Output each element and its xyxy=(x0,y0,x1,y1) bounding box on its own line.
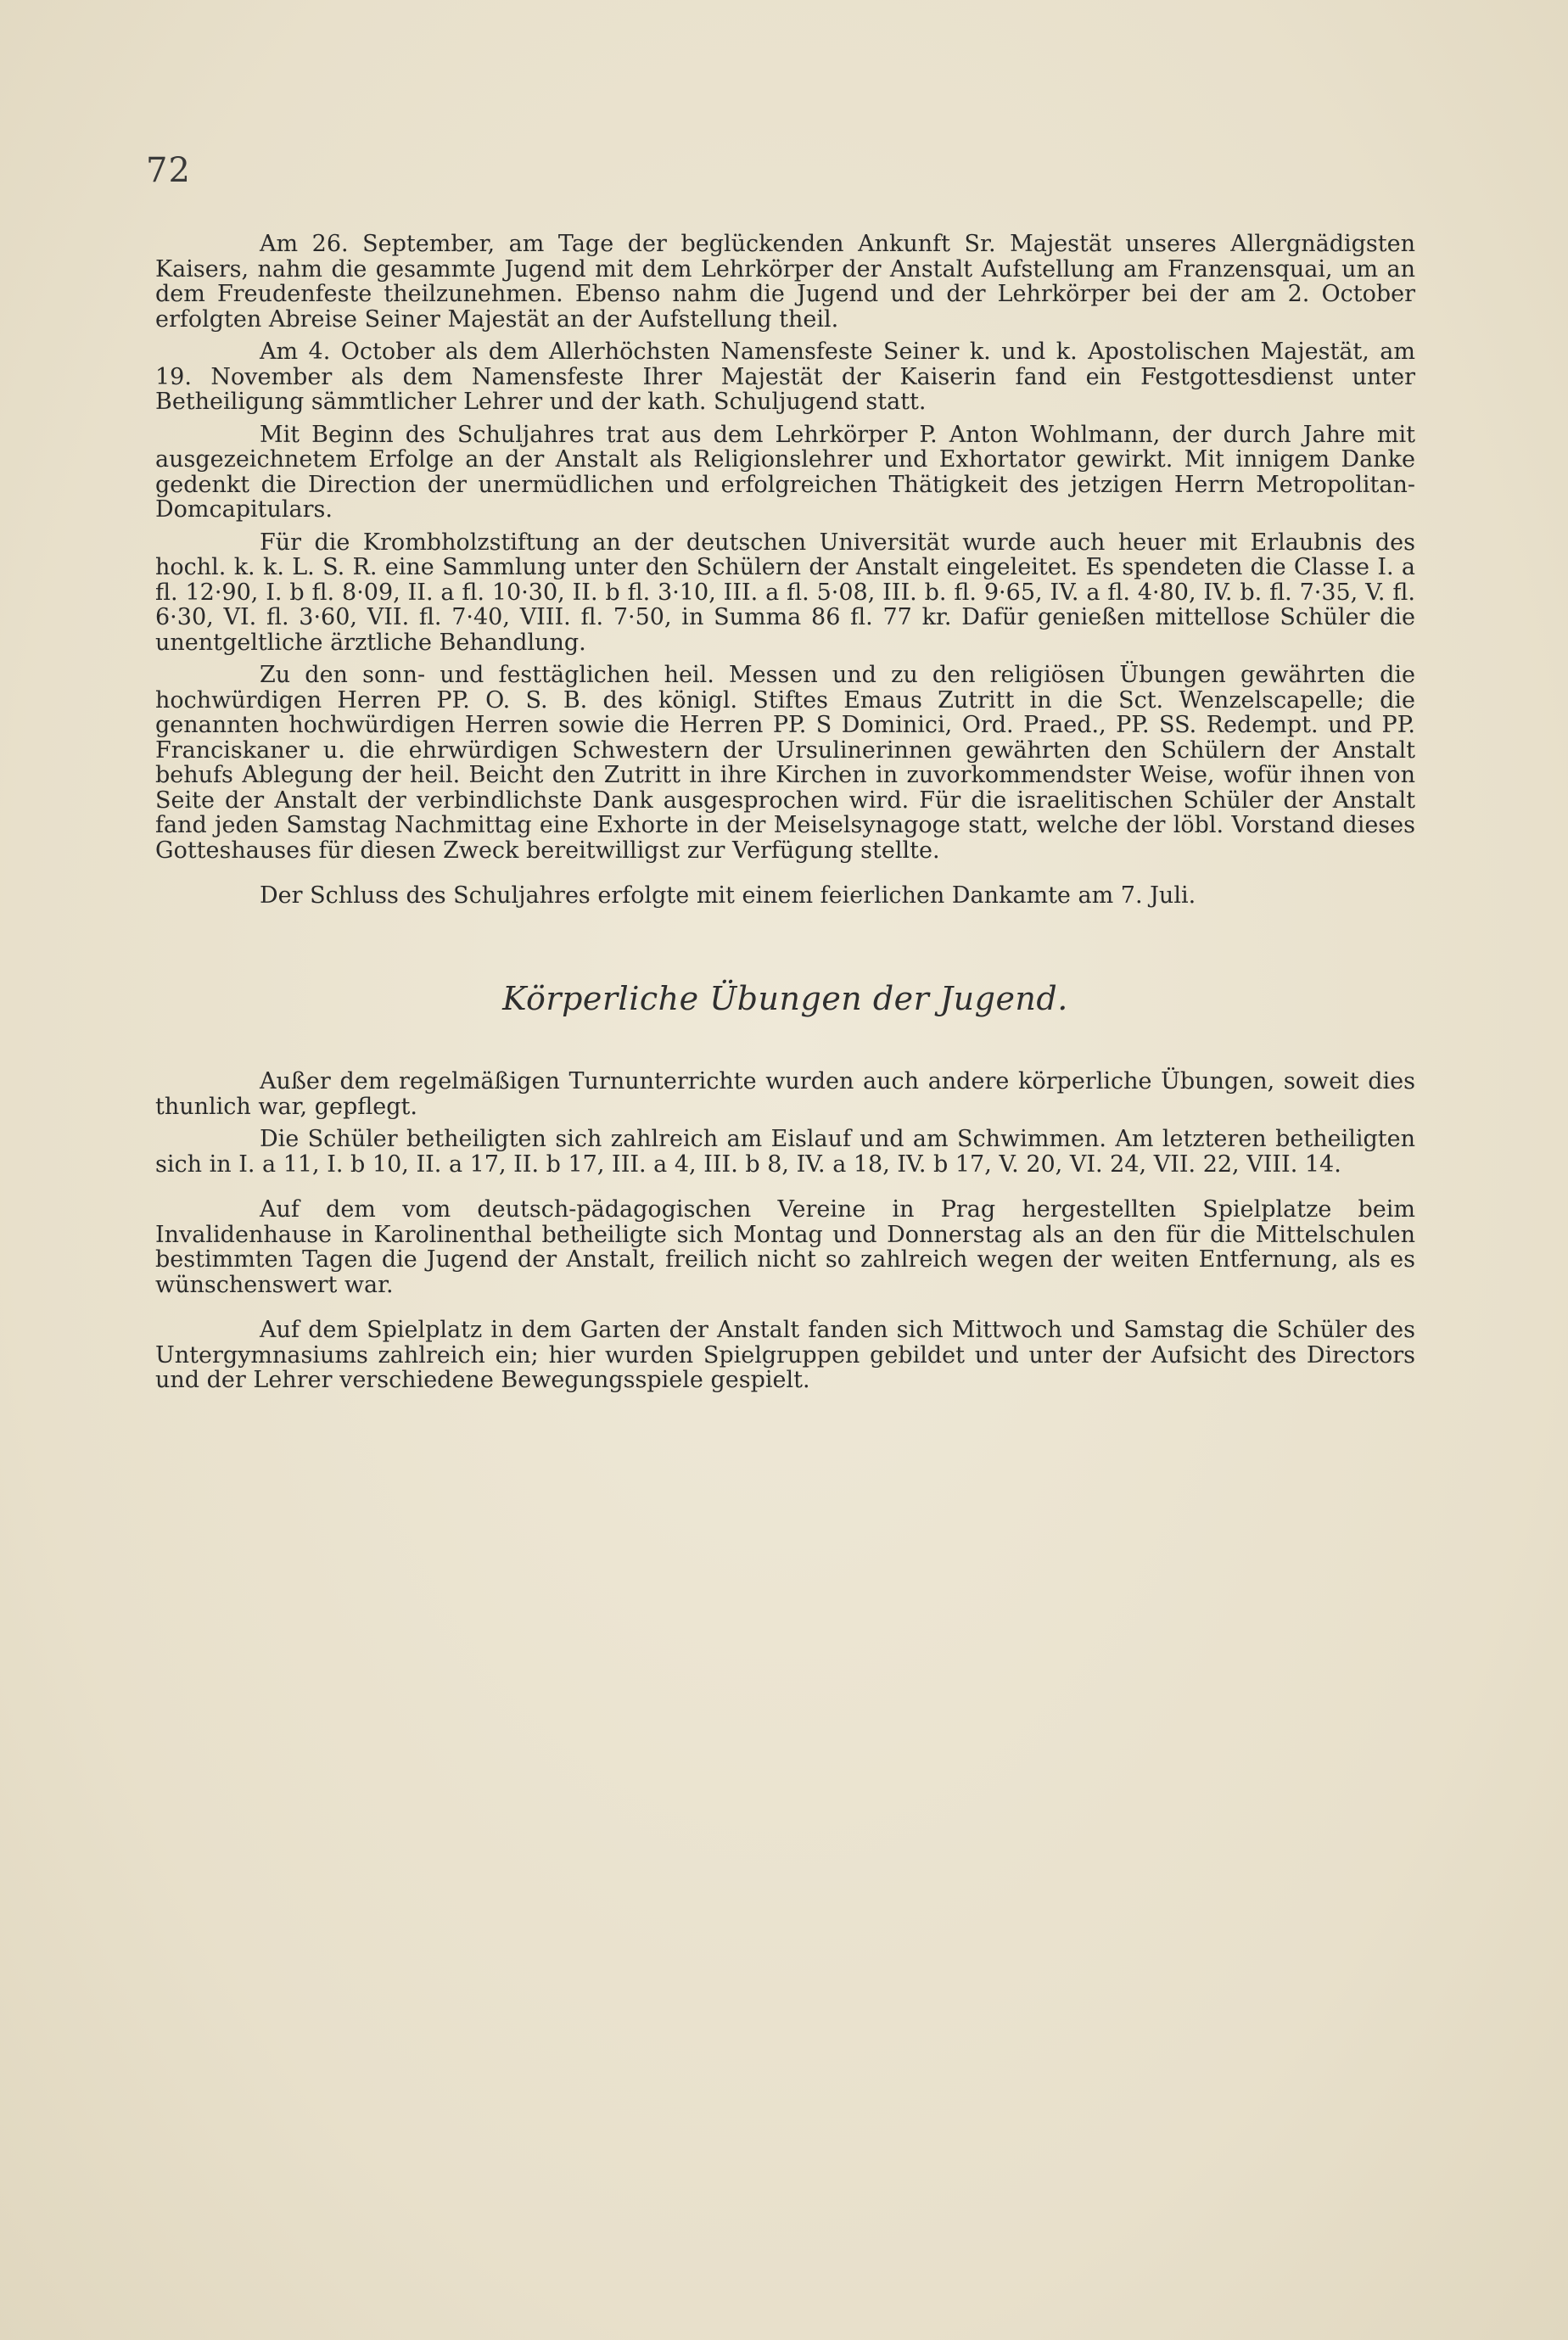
paragraph-school-year-end: Der Schluss des Schuljahres erfolgte mit einem feierlichen Dankamte am 7. Juli. xyxy=(260,882,1196,909)
paragraph-playground-karolinenthal: Auf dem vom deutsch-pädagogischen Vereine in Prag hergestellten Spielplatze beim Invalidenhause in Karolinenthal betheiligte sich Montag und Donnerstag als an den für die Mittelschulen bestimmten Tagen die Jugend der Anstalt, freilich nicht so zahlreich wegen der weiten Entfernung, als es wünschenswert war. xyxy=(155,1196,1415,1298)
paragraph-school-garden: Auf dem Spielplatz in dem Garten der Anstalt fanden sich Mittwoch und Samstag die Schüler des Untergymnasiums zahlreich ein; hier wurden Spielgruppen gebildet und unter der Aufsicht des Directors und der Lehrer verschiedene Bewegungsspiele gespielt. xyxy=(155,1317,1415,1393)
paragraph-staff-change: Mit Beginn des Schuljahres trat aus dem Lehrkörper P. Anton Wohlmann, der durch Jahre mit ausgezeichnetem Erfolge an der Anstalt als Religionslehrer und Exhortator gewirkt. Mit innigem Danke gedenkt die Direction der unermüdlichen und erfolgreichen Thätigkeit des jetzigen Herrn Metropolitan-Domcapitulars. xyxy=(155,421,1415,523)
paragraph-arrival: Am 26. September, am Tage der beglückenden Ankunft Sr. Majestät unseres Allergnädigsten Kaisers, nahm die gesammte Jugend mit dem Lehrkörper der Anstalt Aufstellung am Franzensquai, um an dem Freudenfeste theilzunehmen. Ebenso nahm die Jugend und der Lehrkörper bei der am 2. October erfolgten Abreise Seiner Majestät an der Aufstellung theil. xyxy=(155,231,1415,333)
paragraph-skating-swimming: Die Schüler betheiligten sich zahlreich am Eislauf und am Schwimmen. Am letzteren betheiligten sich in I. a 11, I. b 10, II. a 17, II. b 17, III. a 4, III. b 8, IV. a 18, IV. b 17, V. 20, VI. 24, VII. 22, VIII. 14. xyxy=(155,1126,1415,1178)
paragraph-religious-exercises: Zu den sonn- und festtäglichen heil. Messen und zu den religiösen Übungen gewährten die hochwürdigen Herren PP. O. S. B. des königl. Stiftes Emaus Zutritt in die Sct. Wenzelscapelle; die genannten hochwürdigen Herren sowie die Herren PP. S Dominici, Ord. Praed., PP. SS. Redempt. und PP. Franciskaner u. die ehrwürdigen Schwestern der Ursulinerinnen gewährten den Schülern der Anstalt behufs Ablegung der heil. Beicht den Zutritt in ihre Kirchen in zuvorkommendster Weise, wofür ihnen von Seite der Anstalt der verbindlichste Dank ausgesprochen wird. Für die israelitischen Schüler der Anstalt fand jeden Samstag Nachmittag eine Exhorte in der Meiselsynagoge statt, welche der löbl. Vorstand dieses Gotteshauses für diesen Zweck bereitwilligst zur Verfügung stellte. xyxy=(155,662,1415,864)
page-number: 72 xyxy=(146,151,191,190)
page-body xyxy=(155,232,1415,1393)
paragraph-krombholz-foundation: Für die Krombholzstiftung an der deutschen Universität wurde auch heuer mit Erlaubnis des hochl. k. k. L. S. R. eine Sammlung unter den Schülern der Anstalt eingeleitet. Es spendeten die Classe I. a fl. 12·90, I. b fl. 8·09, II. a fl. 10·30, II. b fl. 3·10, III. a fl. 5·08, III. b. fl. 9·65, IV. a fl. 4·80, IV. b. fl. 7·35, V. fl. 6·30, VI. fl. 3·60, VII. fl. 7·40, VIII. fl. 7·50, in Summa 86 fl. 77 kr. Dafür genießen mittellose Schüler die unentgeltliche ärztliche Behandlung. xyxy=(155,529,1415,656)
paragraph-gymnastics: Außer dem regelmäßigen Turnunterrichte wurden auch andere körperliche Übungen, soweit dies thunlich war, gepflegt. xyxy=(155,1068,1415,1120)
paragraph-name-day: Am 4. October als dem Allerhöchsten Namensfeste Seiner k. und k. Apostolischen Majestät, am 19. November als dem Namensfeste Ihrer Majestät der Kaiserin fand ein Festgottesdienst unter Betheiligung sämmtlicher Lehrer und der kath. Schuljugend statt. xyxy=(155,339,1415,415)
section-heading: Körperliche Übungen der Jugend. xyxy=(502,979,1068,1017)
